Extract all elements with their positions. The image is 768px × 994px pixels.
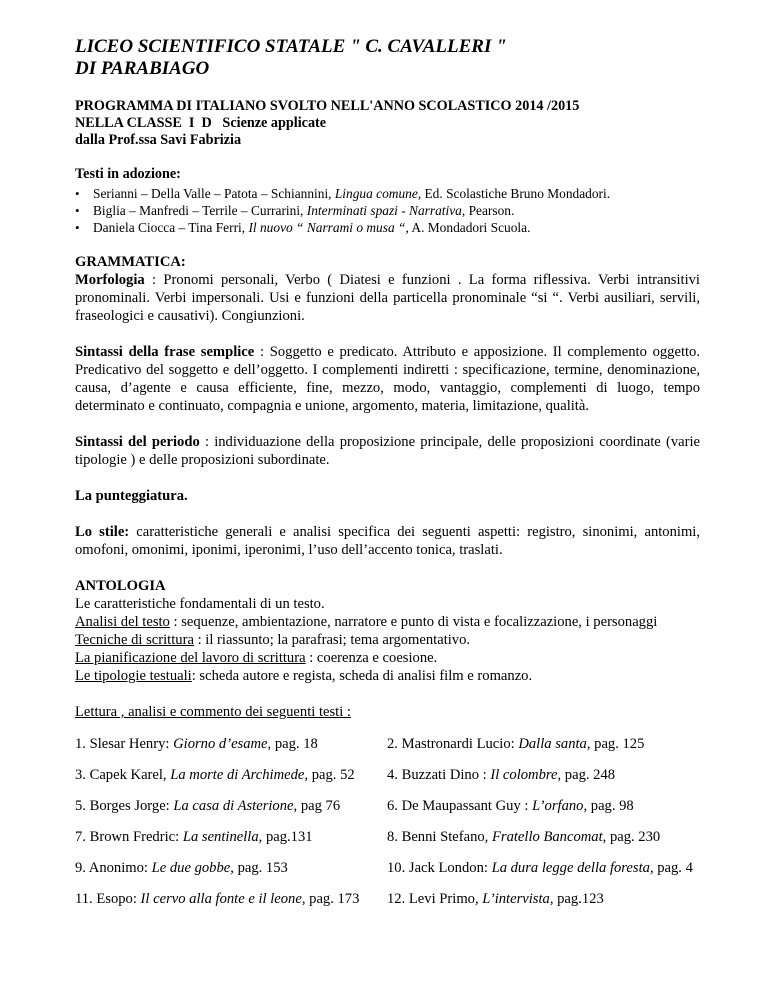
list-item: 7. Brown Fredric: La sentinella, pag.131 (75, 829, 313, 845)
tipologie-label: Le tipologie testuali (75, 668, 192, 684)
school-name-line2: DI PARABIAGO (75, 58, 210, 79)
list-item: • Serianni – Della Valle – Patota – Schiannini, Lingua comune, Ed. Scolastiche Bruno Mondadori. (93, 185, 700, 202)
punteggiatura-line: La punteggiatura. (75, 488, 188, 504)
list-item: 9. Anonimo: Le due gobbe, pag. 153 (75, 860, 288, 876)
stile-label: Lo stile: (75, 524, 130, 540)
textbooks-heading: Testi in adozione: (75, 166, 181, 182)
list-item: 1. Slesar Henry: Giorno d’esame, pag. 18 (75, 736, 318, 752)
list-item: 5. Borges Jorge: La casa di Asterione, pag 76 (75, 798, 341, 814)
school-name-line1: LICEO SCIENTIFICO STATALE " C. CAVALLERI " (75, 36, 507, 57)
class-line: NELLA CLASSE I D Scienze applicate (75, 115, 327, 131)
tecniche-paragraph: Tecniche di scrittura : il riassunto; la parafrasi; tema argomentativo. (75, 632, 471, 648)
list-item: 10. Jack London: La dura legge della foresta, pag. 4 (387, 860, 693, 876)
teacher-line: dalla Prof.ssa Savi Fabrizia (75, 132, 242, 148)
sintassi-periodo-paragraph: Sintassi del periodo : individuazione della proposizione principale, delle proposizioni coordinate (varie tipologie ) e delle proposizioni subordinate. (75, 434, 701, 468)
antologia-intro: Le caratteristiche fondamentali di un testo. (75, 596, 325, 612)
grammatica-heading: GRAMMATICA: (75, 254, 186, 270)
lettura-heading: Lettura , analisi e commento dei seguenti testi : (75, 704, 351, 720)
sintassi-frase-label: Sintassi della frase semplice (75, 344, 255, 360)
list-item: 3. Capek Karel, La morte di Archimede, pag. 52 (75, 767, 355, 783)
analisi-paragraph: Analisi del testo : sequenze, ambientazione, narratore e punto di vista e focalizzazione, i personaggi (75, 614, 658, 630)
list-item: 8. Benni Stefano, Fratello Bancomat, pag. 230 (387, 829, 661, 845)
list-item: 12. Levi Primo, L’intervista, pag.123 (387, 891, 604, 907)
list-item: 6. De Maupassant Guy : L’orfano, pag. 98 (387, 798, 634, 814)
morfologia-label: Morfologia (75, 272, 145, 288)
list-item: 4. Buzzati Dino : Il colombre, pag. 248 (387, 767, 616, 783)
sintassi-periodo-label: Sintassi del periodo (75, 434, 200, 450)
document-page (75, 36, 700, 908)
tipologie-paragraph: Le tipologie testuali: scheda autore e regista, scheda di analisi film e romanzo. (75, 668, 533, 684)
readings-list (75, 735, 700, 908)
pianificazione-label: La pianificazione del lavoro di scrittura (75, 650, 306, 666)
textbooks-list (75, 185, 700, 236)
antologia-heading: ANTOLOGIA (75, 578, 166, 594)
tecniche-label: Tecniche di scrittura (75, 632, 194, 648)
sintassi-frase-paragraph: Sintassi della frase semplice : Soggetto e predicato. Attributo e apposizione. Il complemento oggetto. Predicativo del soggetto e dell’oggetto. I complementi indiretti : specificazione, termine, denominazione, causa, d’agente e causa efficiente, fine, mezzo, modo, vantaggio, complementi di luogo, tempo determinato e continuato, compagnia e unione, argomento, materia, limitazione, qualità. (75, 344, 700, 414)
pianificazione-paragraph: La pianificazione del lavoro di scrittura : coerenza e coesione. (75, 650, 438, 666)
stile-paragraph: Lo stile: caratteristiche generali e analisi specifica dei seguenti aspetti: registro, sinonimi, antonimi, omofoni, omonimi, iponimi, iperonimi, l’uso dell’accento tonica, traslati. (75, 524, 700, 558)
morfologia-paragraph: Morfologia : Pronomi personali, Verbo ( Diatesi e funzioni . La forma riflessiva. Verbi intransitivi pronominali. Verbi impersonali. Usi e funzioni della particella pronominale “si “. Verbi ausiliari, servili, fraseologici e causativi). Congiunzioni. (75, 272, 700, 324)
program-title: PROGRAMMA DI ITALIANO SVOLTO NELL'ANNO SCOLASTICO 2014 /2015 (75, 98, 580, 114)
analisi-label: Analisi del testo (75, 614, 170, 630)
list-item: • Biglia – Manfredi – Terrile – Currarini, Interminati spazi - Narrativa, Pearson. (93, 202, 700, 219)
list-item: 11. Esopo: Il cervo alla fonte e il leone, pag. 173 (75, 891, 360, 907)
list-item: 2. Mastronardi Lucio: Dalla santa, pag. 125 (387, 736, 645, 752)
list-item: • Daniela Ciocca – Tina Ferri, Il nuovo “ Narrami o musa “, A. Mondadori Scuola. (93, 219, 700, 236)
